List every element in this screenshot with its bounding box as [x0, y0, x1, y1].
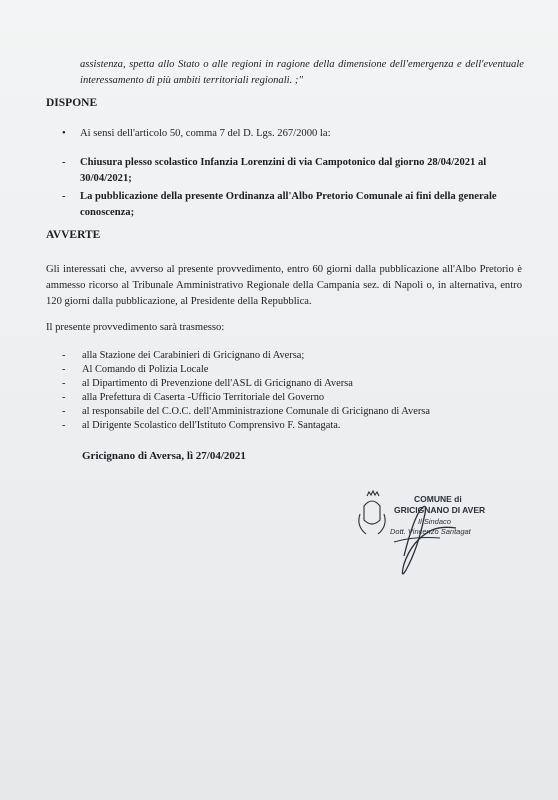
list-item: - alla Stazione dei Carabinieri di Gricignano di Aversa;: [62, 350, 305, 361]
coat-of-arms-icon: [364, 501, 380, 524]
quoted-text: assistenza, spetta allo Stato o alle regioni in ragione della dimensione dell'emergenza e dell'eventuale interessamento di più ambiti territoriali regionali. ;": [80, 59, 524, 86]
list-item: - al responsabile del C.O.C. dell'Amministrazione Comunale di Gricignano di Aversa: [62, 406, 430, 417]
dash-marker-icon: -: [62, 392, 66, 403]
dash-marker-icon: -: [62, 364, 66, 375]
official-stamp-signature: [354, 484, 486, 580]
trasmissione-intro: Il presente provvedimento sarà trasmesso:: [46, 322, 225, 333]
place-date: Gricignano di Aversa, lì 27/04/2021: [82, 450, 246, 462]
dash-marker-icon: -: [62, 378, 66, 389]
dash-marker-icon: -: [62, 420, 66, 431]
avverte-text: Gli interessati che, avverso al presente provvedimento, entro 60 giorni dalla pubblicazione all'Albo Pretorio è ammesso ricorso al Tribunale Amministrativo Regionale della Campania sez. di Napoli o, in alternativa, entro 120 giorni dalla pubblicazione, al Presidente della Repubblica.: [46, 264, 522, 307]
dash-marker-icon: -: [62, 191, 66, 202]
list-item: - Al Comando di Polizia Locale: [62, 364, 209, 375]
stamp-line-1: COMUNE di: [414, 494, 462, 504]
dash-marker-icon: -: [62, 350, 66, 361]
list-item: - al Dipartimento di Prevenzione dell'ASL di Gricignano di Aversa: [62, 378, 353, 389]
stamp-line-3: Il Sindaco: [418, 517, 451, 526]
dash-marker-icon: -: [62, 157, 66, 168]
stamp-line-4: Dott. Vincenzo Santagat: [390, 527, 471, 536]
list-item: - al Dirigente Scolastico dell'Istituto Comprensivo F. Santagata.: [62, 420, 341, 431]
dash-marker-icon: -: [62, 406, 66, 417]
dispone-item: [62, 189, 524, 220]
dispone-intro: Ai sensi dell'articolo 50, comma 7 del D. Lgs. 267/2000 la:: [80, 128, 331, 139]
heading-dispone: DISPONE: [46, 97, 98, 109]
list-item: - alla Prefettura di Caserta -Ufficio Territoriale del Governo: [62, 392, 325, 403]
dispone-item: [62, 155, 524, 186]
bullet-dot-icon: •: [62, 128, 66, 139]
stamp-line-2: GRICIGNANO DI AVER: [394, 505, 486, 515]
dispone-item-text: La pubblicazione della presente Ordinanza all'Albo Pretorio Comunale ai fini della generale conoscenza;: [80, 191, 497, 218]
heading-avverte: AVVERTE: [46, 229, 101, 241]
dispone-item-text: Chiusura plesso scolastico Infanzia Lorenzini di via Campotonico dal giorno 28/04/2021 al 30/04/2021;: [80, 157, 487, 184]
